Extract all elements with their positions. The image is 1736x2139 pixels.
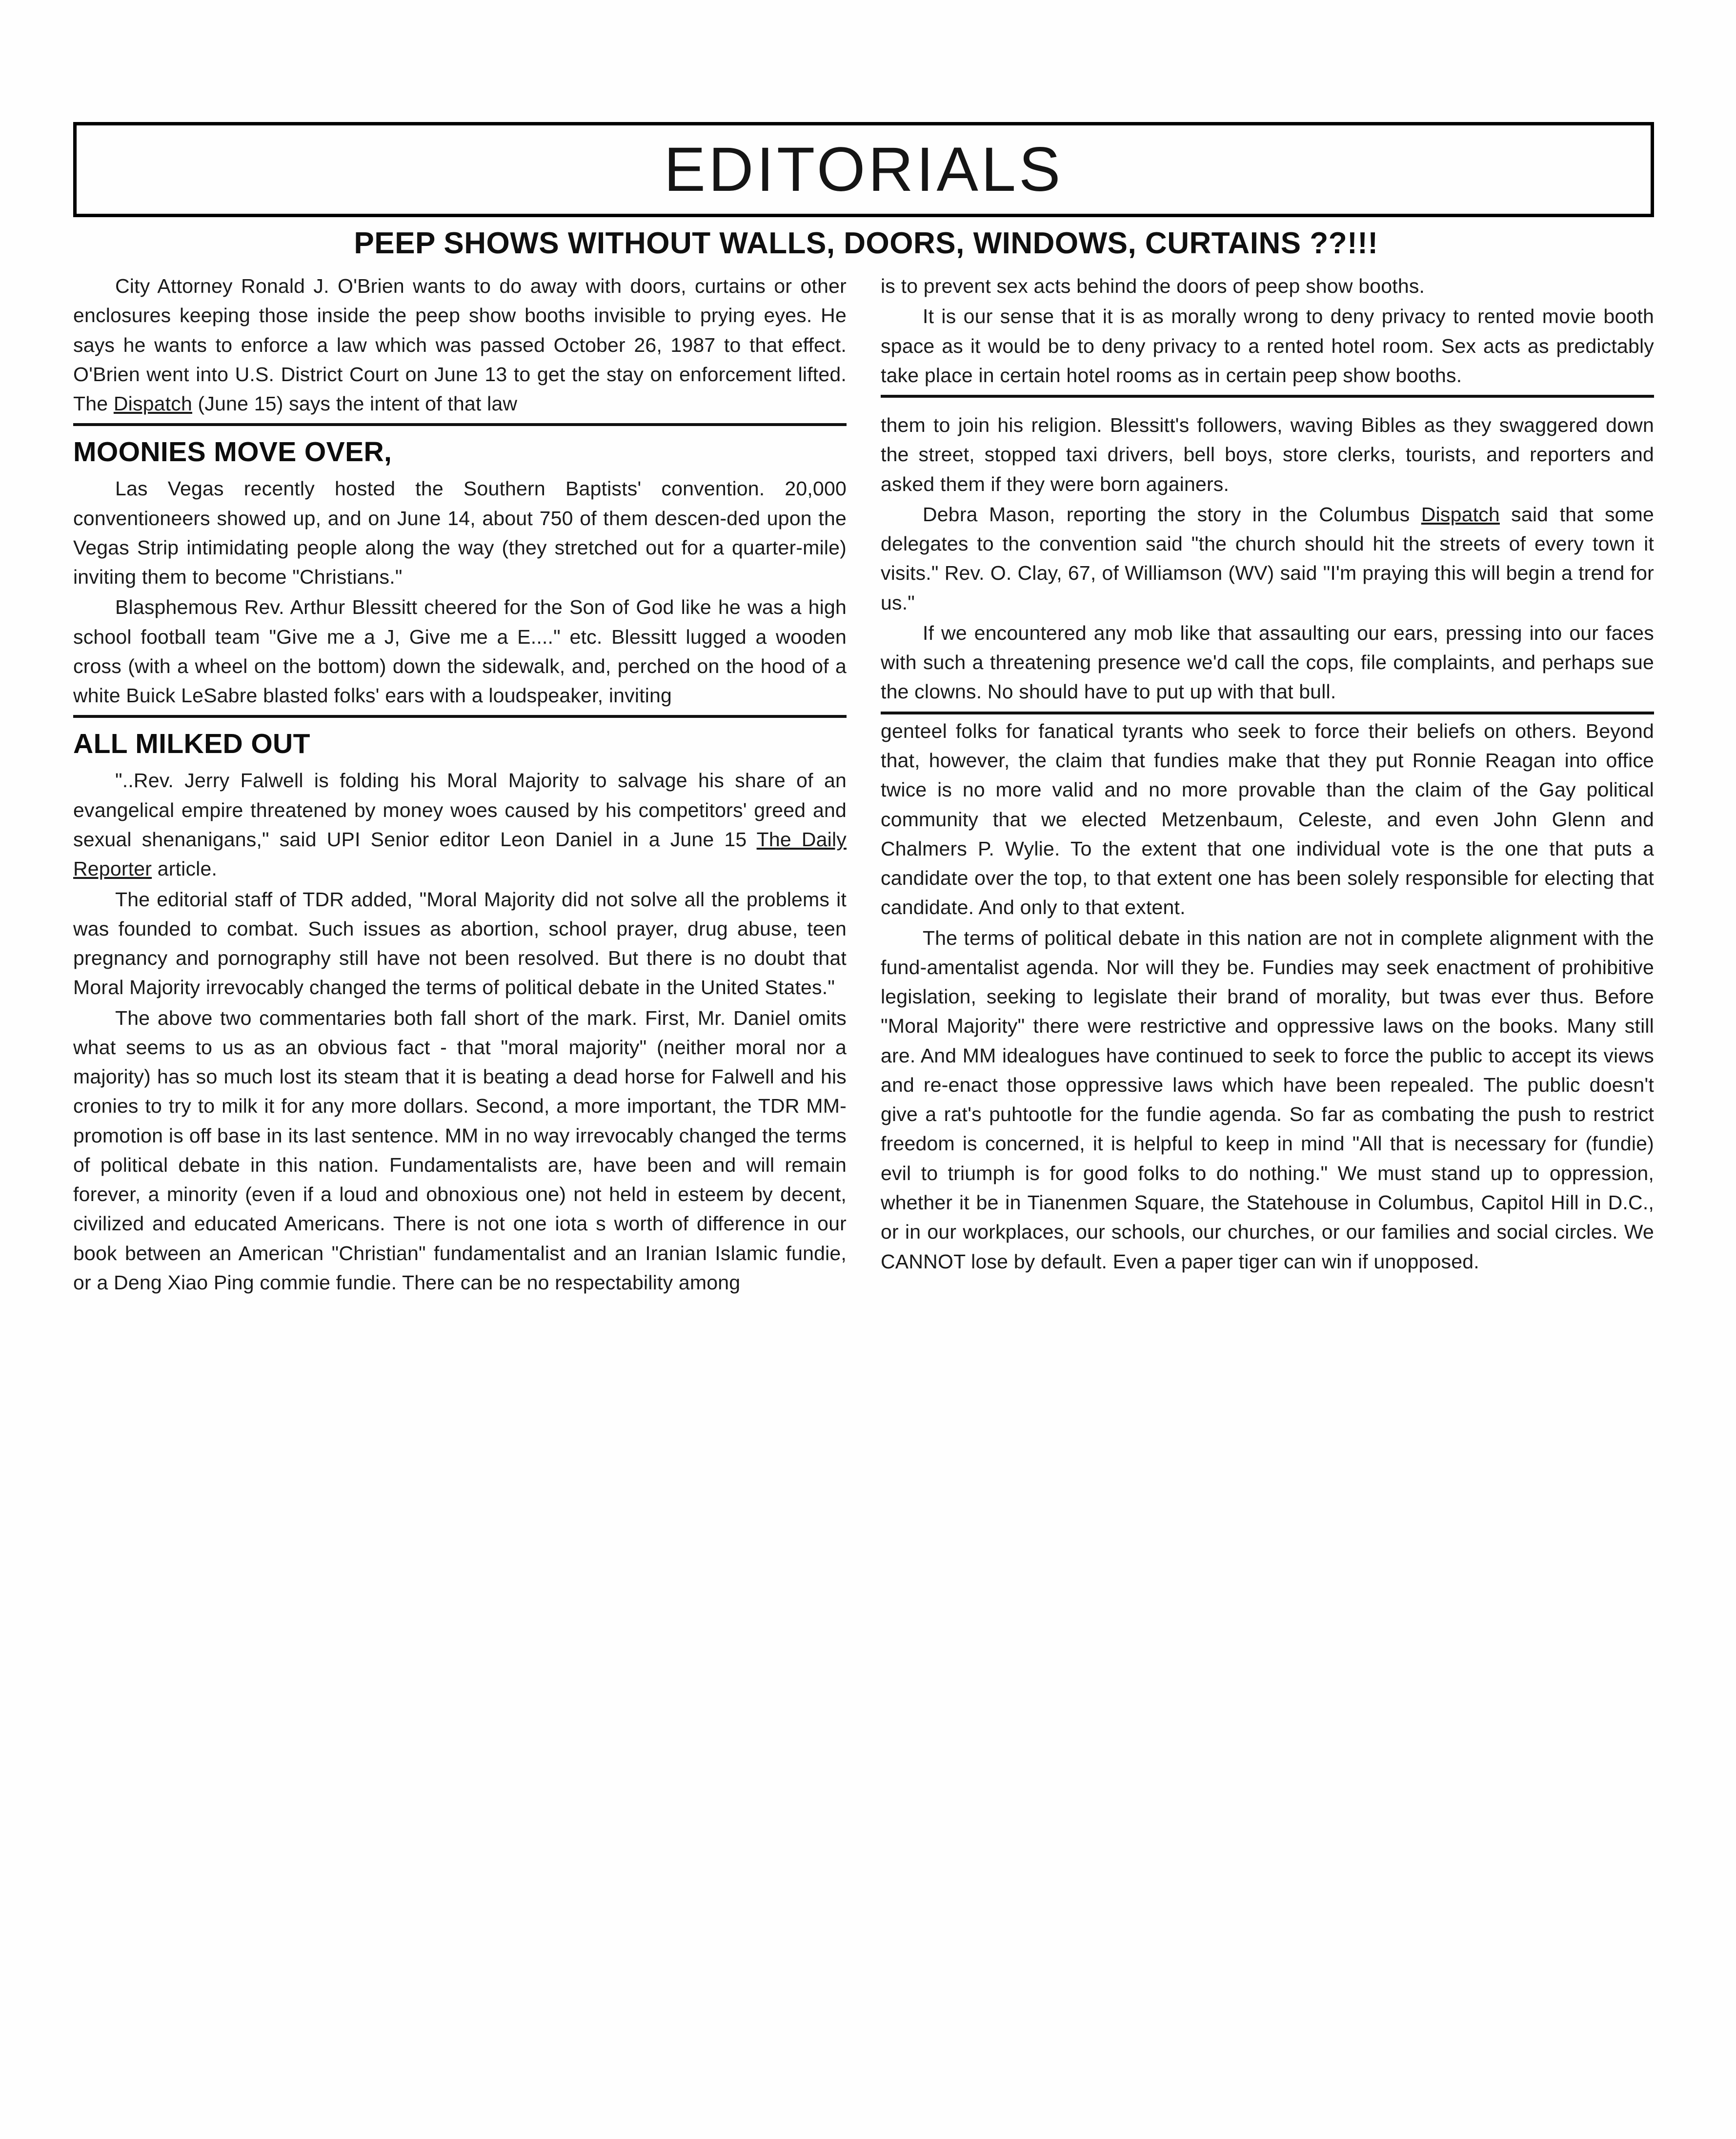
- moonies-left-p1: Las Vegas recently hosted the Southern Baptists' convention. 20,000 conventioneers showed up, and on June 14, about 750 of them descen-ded upon the Vegas Strip intimidating people along the way (they stretched out for a quarter-mile) inviting them to become "Christians.": [73, 477, 847, 589]
- milked-left-text-b: article.: [152, 857, 218, 880]
- moonies-right-p3: If we encountered any mob like that assaulting our ears, pressing into our faces with such a threatening presence we'd call the cops, file complaints, and perhaps sue the clowns. No should have to put up with that bull.: [881, 621, 1654, 703]
- section-heading-all-milked-out: ALL MILKED OUT: [73, 728, 310, 760]
- peep-left-text-a: City Attorney Ronald J. O'Brien wants to do away with doors, curtains or other enclosures keeping those inside the peep show booths invisible to prying eyes. He says he wants to enforce a law which was passed October 26, 1987 to that effect. O'Brien went into U.S. District Court on June 13 to get the stay on enforcement lifted. The: [73, 275, 847, 415]
- peep-left-text-b: (June 15) says the intent of that law: [192, 392, 518, 415]
- peep-left-paragraph: [73, 271, 847, 418]
- milked-right-p2: The terms of political debate in this nation are not in complete alignment with the fund-amentalist agenda. Nor will they be. Fundies may seek enactment of prohibitive legislation, seeking to legislate their brand of morality, but twas ever thus. Before "Moral Majority" there were restrictive and oppressive laws on the books. Many still are. And MM idealogues have continued to seek to force the public to accept its views and re-enact those oppressive laws which have been repealed. The public doesn't give a rat's puhtootle for the fundie agenda. So far as combating the push to restrict freedom is concerned, it is helpful to keep in mind "All that is necessary for (fundie) evil to triumph is for good folks to do nothing." We must stand up to oppression, whether it be in Tianenmen Square, the Statehouse in Columbus, Capitol Hill in D.C., or in our workplaces, our schools, our churches, or our families and social circles. We CANNOT lose by default. Even a paper tiger can win if unopposed.: [881, 926, 1654, 1273]
- moonies-right-text-a: Debra Mason, reporting the story in the Columbus: [923, 503, 1421, 526]
- moonies-right-link-dispatch: Dispatch: [1421, 503, 1500, 526]
- milked-right-p1: genteel folks for fanatical tyrants who seek to force their beliefs on others. Beyond that, however, the claim that fundies make that they put Ronnie Reagan into office twice is no more valid and no more provable than the claim of the Gay political community that we elected Metzenbaum, Celeste, and even John Glenn and Chalmers P. Wylie. To the extent that one individual vote is the one that puts a candidate over the top, to that extent one has been solely responsible for electing that candidate. And only to that extent.: [881, 719, 1654, 919]
- divider-rule-right-2: [881, 712, 1654, 714]
- moonies-right-p1: them to join his religion. Blessitt's followers, waving Bibles as they swaggered down the street, stopped taxi drivers, bell boys, store clerks, tourists, and reporters and asked them if they were born againers.: [881, 414, 1654, 495]
- editorial-sheet: [73, 122, 1659, 1298]
- article-columns: [73, 271, 1654, 1298]
- right-column: [881, 271, 1654, 1298]
- peep-right-p1: is to prevent sex acts behind the doors of peep show booths.: [881, 275, 1425, 297]
- divider-rule-right-1: [881, 395, 1654, 398]
- moonies-right-p2: [881, 500, 1654, 617]
- milked-left-p1: [73, 766, 847, 883]
- spacer-right-1: [881, 400, 1654, 410]
- milked-left-text-a: "..Rev. Jerry Falwell is folding his Moral Majority to salvage his share of an evangelical empire threatened by money woes caused by his competitors' greed and sexual shenanigans," said UPI Senior editor Leon Daniel in a June 15: [73, 769, 847, 851]
- divider-rule-left-1: [73, 423, 847, 426]
- headline-peep-shows: PEEP SHOWS WITHOUT WALLS, DOORS, WINDOWS, CURTAINS ??!!!: [354, 226, 1378, 260]
- peep-right-p2: It is our sense that it is as morally wrong to deny privacy to rented movie booth space as it would be to deny privacy to a rented hotel room. Sex acts as predictably take place in certain hotel rooms as in certain peep show booths.: [881, 305, 1654, 387]
- masthead-banner: [73, 122, 1654, 217]
- peep-left-link-dispatch: Dispatch: [113, 392, 192, 415]
- section-heading-moonies: MOONIES MOVE OVER,: [73, 436, 392, 468]
- page-title: EDITORIALS: [664, 135, 1064, 204]
- milked-left-link-daily-reporter: The Daily Reporter: [73, 828, 847, 880]
- moonies-left-p2: Blasphemous Rev. Arthur Blessitt cheered for the Son of God like he was a high school football team "Give me a J, Give me a E...." etc. Blessitt lugged a wooden cross (with a wheel on the bottom) down the sidewalk, and, perched on the hood of a white Buick LeSabre blasted folks' ears with a loudspeaker, inviting: [73, 596, 847, 707]
- divider-rule-left-2: [73, 715, 847, 718]
- left-column: [73, 271, 847, 1298]
- milked-left-p3: The above two commentaries both fall short of the mark. First, Mr. Daniel omits what seems to us as an obvious fact - that "moral majority" (neither moral nor a majority) has so much lost its steam that it is beating a dead horse for Falwell and his cronies to try to milk it for any more dollars. Second, a more important, the TDR MM-promotion is off base in its last sentence. MM in no way irrevocably changed the terms of political debate in this nation. Fundamentalists are, have been and will remain forever, a minority (even if a loud and obnoxious one) not held in esteem by decent, civilized and educated Americans. There is not one iota s worth of difference in our book between an American "Christian" fundamentalist and an Iranian Islamic fundie, or a Deng Xiao Ping commie fundie. There can be no respectability among: [73, 1006, 847, 1294]
- moonies-right-text-b: said that some delegates to the convention said "the church should hit the streets of every town it visits." Rev. O. Clay, 67, of Williamson (WV) said "I'm praying this will begin a trend for us.": [881, 503, 1655, 614]
- milked-left-p2: The editorial staff of TDR added, "Moral Majority did not solve all the problems it was founded to combat. Such issues as abortion, school prayer, drug abuse, teen pregnancy and pornography still have not been resolved. But there is no doubt that Moral Majority irrevocably changed the terms of political debate in the United States.": [73, 888, 847, 999]
